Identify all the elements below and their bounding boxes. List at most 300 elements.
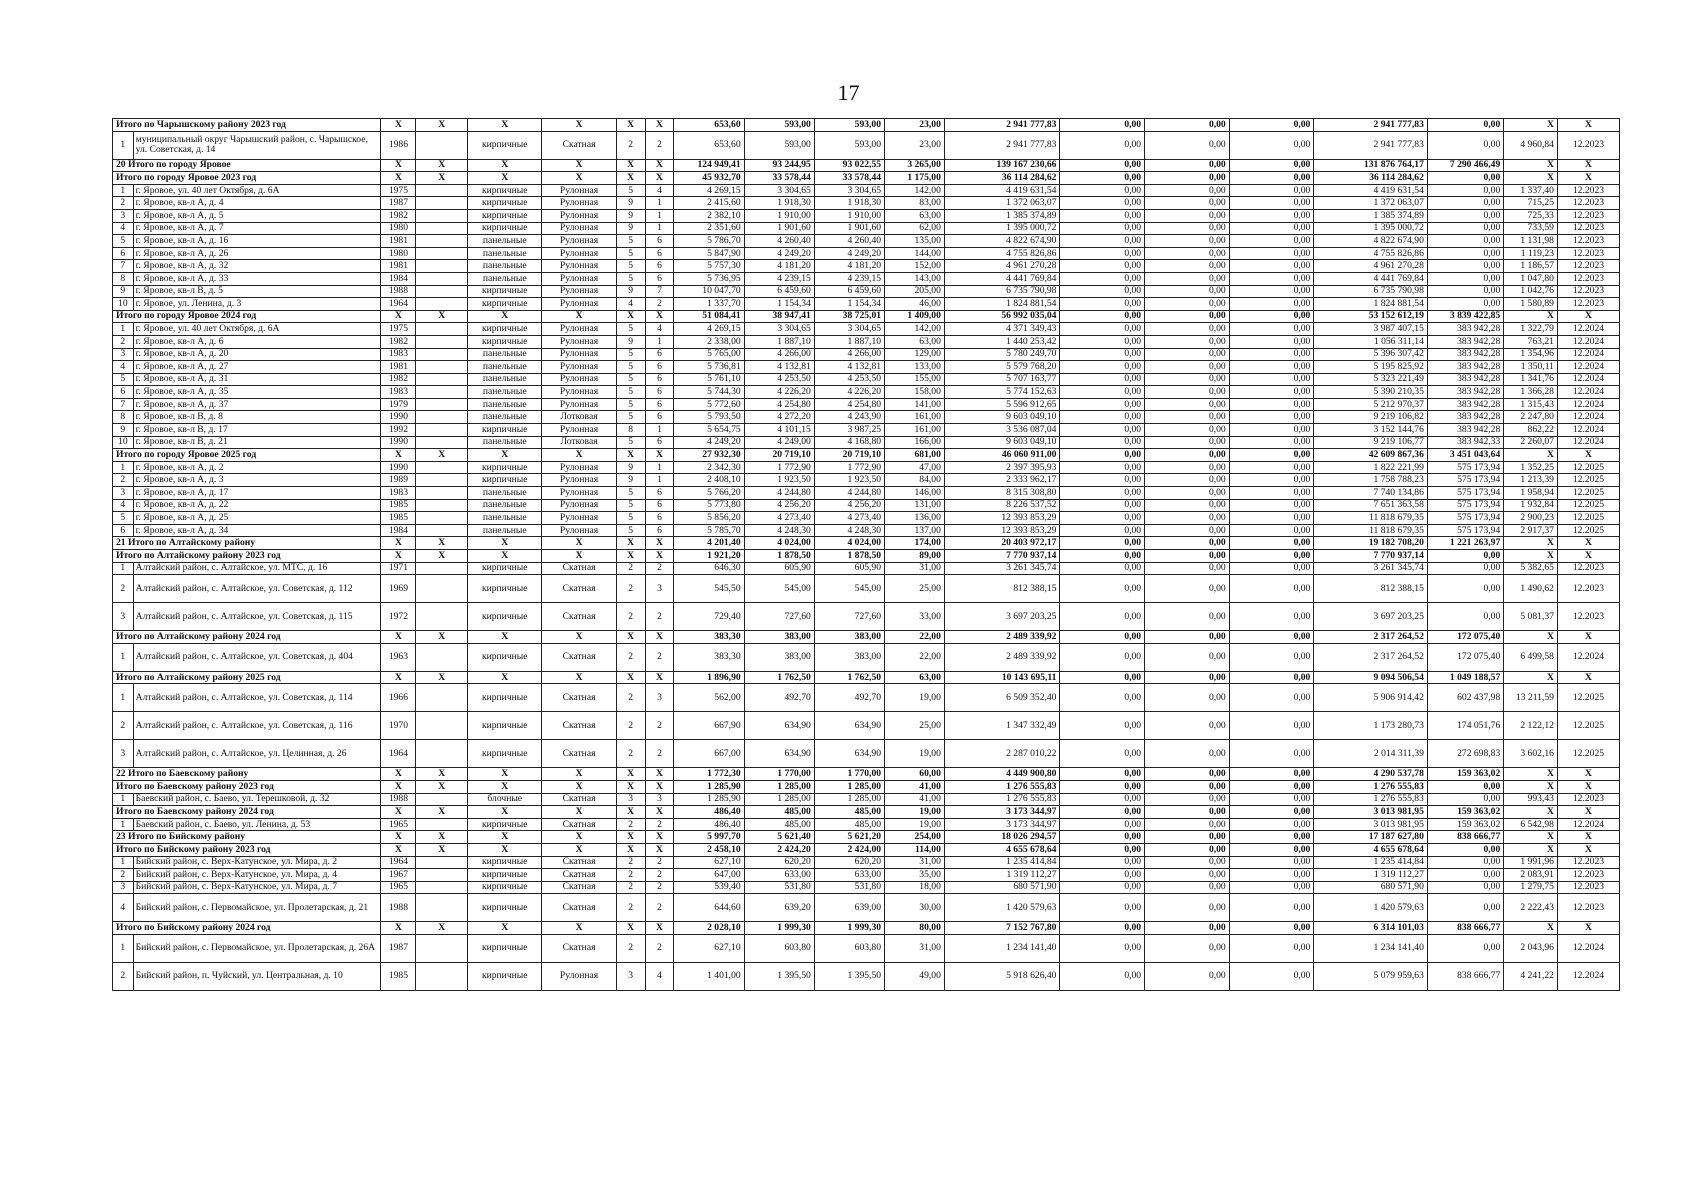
value-cell: 62,00 — [885, 222, 945, 235]
value-cell: Скатная — [542, 869, 616, 882]
value-cell: 1 154,34 — [744, 298, 814, 311]
value-cell: 5 — [616, 512, 645, 525]
value-cell: X — [1557, 768, 1619, 781]
value-cell: 0,00 — [1145, 740, 1230, 768]
value-cell: 1 887,10 — [744, 335, 814, 348]
value-cell: 575 173,94 — [1427, 474, 1503, 487]
value-cell: 7 770 937,14 — [944, 550, 1060, 563]
value-cell: 9 094 506,54 — [1314, 671, 1428, 684]
value-cell: Рулонная — [542, 487, 616, 500]
value-cell: Рулонная — [542, 361, 616, 374]
value-cell — [416, 235, 468, 248]
summary-label: Итого по Баевскому району 2024 год — [113, 806, 381, 819]
value-cell: 1980 — [381, 222, 416, 235]
value-cell: X — [542, 631, 616, 644]
value-cell: Рулонная — [542, 499, 616, 512]
value-cell: 4 822 674,90 — [944, 235, 1060, 248]
value-cell: 12.2023 — [1557, 235, 1619, 248]
value-cell — [416, 474, 468, 487]
value-cell: 0,00 — [1060, 310, 1145, 323]
value-cell: 1 372 063,07 — [1314, 197, 1428, 210]
value-cell: 0,00 — [1427, 562, 1503, 575]
value-cell: 0,00 — [1060, 119, 1145, 132]
value-cell: 2 — [645, 740, 674, 768]
value-cell: Лотковая — [542, 411, 616, 424]
value-cell: 9 603 049,10 — [944, 411, 1060, 424]
value-cell: 12.2024 — [1557, 424, 1619, 437]
value-cell: 1 337,70 — [674, 298, 744, 311]
value-cell: 159 363,02 — [1427, 768, 1503, 781]
value-cell: 0,00 — [1060, 740, 1145, 768]
address-cell: г. Яровое, ул. Ленина, д. 3 — [133, 298, 381, 311]
value-cell: 5 — [616, 184, 645, 197]
address-cell: г. Яровое, кв-л А, д. 6 — [133, 335, 381, 348]
value-cell: X — [381, 172, 416, 185]
value-cell: X — [468, 537, 542, 550]
value-cell: 63,00 — [885, 335, 945, 348]
value-cell: 5 — [616, 361, 645, 374]
address-cell: Бийский район, с. Верх-Катунское, ул. Мира, д. 4 — [133, 869, 381, 882]
value-cell: 1 409,00 — [885, 310, 945, 323]
summary-row — [113, 172, 1620, 185]
summary-row — [113, 631, 1620, 644]
value-cell — [416, 184, 468, 197]
row-number: 10 — [113, 436, 134, 449]
value-cell: Рулонная — [542, 298, 616, 311]
value-cell: 4 269,15 — [674, 323, 744, 336]
value-cell: 539,40 — [674, 881, 744, 894]
value-cell: 0,00 — [1427, 575, 1503, 603]
value-cell: 4 254,80 — [814, 398, 884, 411]
value-cell: X — [1504, 159, 1558, 172]
value-cell: X — [1504, 671, 1558, 684]
value-cell: 545,00 — [744, 575, 814, 603]
value-cell: Рулонная — [542, 461, 616, 474]
value-cell: 4 449 900,80 — [944, 768, 1060, 781]
value-cell: 7 651 363,58 — [1314, 499, 1428, 512]
value-cell: 2 — [645, 712, 674, 740]
value-cell: X — [616, 843, 645, 856]
value-cell — [416, 209, 468, 222]
value-cell: 1 385 374,89 — [944, 209, 1060, 222]
value-cell: 0,00 — [1229, 348, 1314, 361]
value-cell: X — [1557, 780, 1619, 793]
row-number: 4 — [113, 499, 134, 512]
value-cell: 0,00 — [1145, 881, 1230, 894]
address-cell: г. Яровое, кв-л В, д. 17 — [133, 424, 381, 437]
value-cell: кирпичные — [468, 197, 542, 210]
value-cell: 6 — [645, 348, 674, 361]
value-cell: 12.2023 — [1557, 222, 1619, 235]
table-row — [113, 424, 1620, 437]
value-cell: 1990 — [381, 461, 416, 474]
value-cell: 1 401,00 — [674, 962, 744, 990]
value-cell: 0,00 — [1145, 184, 1230, 197]
value-cell: X — [645, 671, 674, 684]
value-cell: 18 026 294,57 — [944, 831, 1060, 844]
address-cell: Бийский район, с. Верх-Катунское, ул. Мира, д. 7 — [133, 881, 381, 894]
value-cell: 18,00 — [885, 881, 945, 894]
value-cell: 1 042,76 — [1504, 285, 1558, 298]
row-number: 8 — [113, 272, 134, 285]
value-cell: 63,00 — [885, 209, 945, 222]
value-cell: 0,00 — [1060, 806, 1145, 819]
value-cell: 383,30 — [674, 643, 744, 671]
value-cell: 727,60 — [814, 603, 884, 631]
value-cell: 0,00 — [1060, 131, 1145, 159]
value-cell: 2 — [616, 684, 645, 712]
value-cell: 593,00 — [744, 131, 814, 159]
value-cell: 838 666,77 — [1427, 922, 1503, 935]
value-cell: 4 371 349,43 — [944, 323, 1060, 336]
value-cell: панельные — [468, 499, 542, 512]
value-cell: 12.2024 — [1557, 373, 1619, 386]
value-cell: X — [1557, 843, 1619, 856]
table-row — [113, 962, 1620, 990]
value-cell: 5 079 959,63 — [1314, 962, 1428, 990]
value-cell: 1 824 881,54 — [1314, 298, 1428, 311]
value-cell: 0,00 — [1060, 603, 1145, 631]
value-cell: кирпичные — [468, 740, 542, 768]
value-cell: 4 168,80 — [814, 436, 884, 449]
value-cell: X — [416, 671, 468, 684]
row-number: 9 — [113, 285, 134, 298]
value-cell: 6 — [645, 361, 674, 374]
value-cell: 1 372 063,07 — [944, 197, 1060, 210]
table-row — [113, 461, 1620, 474]
summary-label: Итого по Алтайскому району 2025 год — [113, 671, 381, 684]
row-number: 6 — [113, 386, 134, 399]
value-cell: Рулонная — [542, 209, 616, 222]
value-cell: 2 — [616, 934, 645, 962]
value-cell: 1 910,00 — [814, 209, 884, 222]
value-cell: 3 013 981,95 — [1314, 818, 1428, 831]
row-number: 2 — [113, 474, 134, 487]
value-cell: X — [1504, 806, 1558, 819]
value-cell — [416, 386, 468, 399]
value-cell: 1988 — [381, 894, 416, 922]
value-cell: 715,25 — [1504, 197, 1558, 210]
value-cell: панельные — [468, 436, 542, 449]
value-cell: 1982 — [381, 335, 416, 348]
value-cell: 12.2023 — [1557, 793, 1619, 806]
address-cell: г. Яровое, ул. 40 лет Октября, д. 6А — [133, 184, 381, 197]
value-cell: 0,00 — [1427, 119, 1503, 132]
value-cell: 1 234 141,40 — [944, 934, 1060, 962]
value-cell: 9 — [616, 222, 645, 235]
value-cell: X — [416, 831, 468, 844]
value-cell: 12.2025 — [1557, 474, 1619, 487]
value-cell: 1986 — [381, 131, 416, 159]
value-cell — [416, 323, 468, 336]
value-cell: 0,00 — [1229, 684, 1314, 712]
value-cell: 5 — [616, 398, 645, 411]
value-cell: 4 226,20 — [814, 386, 884, 399]
table-row — [113, 323, 1620, 336]
value-cell: 2 122,12 — [1504, 712, 1558, 740]
value-cell: Рулонная — [542, 285, 616, 298]
value-cell: 1 047,80 — [1504, 272, 1558, 285]
value-cell: 993,43 — [1504, 793, 1558, 806]
value-cell: 1 772,90 — [744, 461, 814, 474]
value-cell: 3 697 203,25 — [944, 603, 1060, 631]
value-cell: 1985 — [381, 962, 416, 990]
value-cell: 492,70 — [744, 684, 814, 712]
value-cell: X — [1504, 631, 1558, 644]
table-row — [113, 603, 1620, 631]
value-cell: 9 219 106,82 — [1314, 411, 1428, 424]
value-cell: 4 181,20 — [814, 260, 884, 273]
value-cell: 1982 — [381, 209, 416, 222]
value-cell: 3 451 043,64 — [1427, 449, 1503, 462]
value-cell: 1 341,76 — [1504, 373, 1558, 386]
address-cell: г. Яровое, кв-л А, д. 3 — [133, 474, 381, 487]
summary-row — [113, 537, 1620, 550]
address-cell: г. Яровое, кв-л А, д. 2 — [133, 461, 381, 474]
value-cell: X — [542, 550, 616, 563]
value-cell: 1 279,75 — [1504, 881, 1558, 894]
value-cell: X — [468, 768, 542, 781]
value-cell: 647,00 — [674, 869, 744, 882]
value-cell: кирпичные — [468, 962, 542, 990]
value-cell: 12.2023 — [1557, 894, 1619, 922]
value-cell: 0,00 — [1060, 499, 1145, 512]
row-number: 4 — [113, 222, 134, 235]
value-cell: 5 757,30 — [674, 260, 744, 273]
table-row — [113, 222, 1620, 235]
value-cell: 93 244,95 — [744, 159, 814, 172]
value-cell: 2 317 264,52 — [1314, 643, 1428, 671]
value-cell: 1 276 555,83 — [1314, 793, 1428, 806]
value-cell: 12.2024 — [1557, 436, 1619, 449]
value-cell: X — [381, 922, 416, 935]
value-cell: 667,90 — [674, 712, 744, 740]
value-cell: X — [645, 631, 674, 644]
value-cell: 4 249,00 — [744, 436, 814, 449]
value-cell: 1 315,43 — [1504, 398, 1558, 411]
value-cell: 603,80 — [814, 934, 884, 962]
value-cell: X — [542, 843, 616, 856]
value-cell: 531,80 — [814, 881, 884, 894]
value-cell: 2 — [616, 818, 645, 831]
value-cell: 47,00 — [885, 461, 945, 474]
value-cell: Скатная — [542, 894, 616, 922]
value-cell: кирпичные — [468, 869, 542, 882]
value-cell: 2 — [616, 856, 645, 869]
value-cell: 5 596 912,65 — [944, 398, 1060, 411]
value-cell: 1989 — [381, 474, 416, 487]
address-cell: муниципальный округ Чарышский район, с. Чарышское, ул. Советская, д. 14 — [133, 131, 381, 159]
summary-label: 23 Итого по Бийскому району — [113, 831, 381, 844]
row-number: 5 — [113, 512, 134, 525]
value-cell: панельные — [468, 272, 542, 285]
value-cell: 1 901,60 — [744, 222, 814, 235]
value-cell: 1 337,40 — [1504, 184, 1558, 197]
address-cell: г. Яровое, кв-л А, д. 35 — [133, 386, 381, 399]
value-cell: Рулонная — [542, 197, 616, 210]
value-cell: 605,90 — [744, 562, 814, 575]
value-cell: 4 655 678,64 — [944, 843, 1060, 856]
address-cell: г. Яровое, кв-л А, д. 31 — [133, 373, 381, 386]
address-cell: г. Яровое, кв-л А, д. 4 — [133, 197, 381, 210]
value-cell: панельные — [468, 512, 542, 525]
value-cell: X — [616, 172, 645, 185]
value-cell: 5 906 914,42 — [1314, 684, 1428, 712]
value-cell: 12.2025 — [1557, 524, 1619, 537]
value-cell: 667,00 — [674, 740, 744, 768]
table-row — [113, 209, 1620, 222]
value-cell: 733,59 — [1504, 222, 1558, 235]
value-cell: 0,00 — [1060, 474, 1145, 487]
value-cell: 0,00 — [1060, 222, 1145, 235]
value-cell: 12.2024 — [1557, 818, 1619, 831]
value-cell: X — [542, 172, 616, 185]
value-cell: 1 — [645, 474, 674, 487]
value-cell: 0,00 — [1060, 550, 1145, 563]
value-cell: 2 — [616, 575, 645, 603]
value-cell: 4 241,22 — [1504, 962, 1558, 990]
value-cell: 4 441 769,84 — [1314, 272, 1428, 285]
value-cell: 0,00 — [1229, 962, 1314, 990]
value-cell — [416, 487, 468, 500]
value-cell: X — [542, 449, 616, 462]
value-cell: X — [645, 537, 674, 550]
value-cell: 383,00 — [744, 643, 814, 671]
value-cell: кирпичные — [468, 818, 542, 831]
value-cell — [416, 348, 468, 361]
value-cell: 1984 — [381, 272, 416, 285]
value-cell: 0,00 — [1229, 881, 1314, 894]
value-cell: 142,00 — [885, 184, 945, 197]
value-cell: 38 947,41 — [744, 310, 814, 323]
value-cell: 5 — [616, 524, 645, 537]
value-cell: 5 — [616, 323, 645, 336]
value-cell: 5 323 221,49 — [1314, 373, 1428, 386]
value-cell: 159 363,02 — [1427, 806, 1503, 819]
value-cell: 383 942,28 — [1427, 386, 1503, 399]
value-cell: 2 — [616, 740, 645, 768]
value-cell: 1 762,50 — [814, 671, 884, 684]
value-cell: 205,00 — [885, 285, 945, 298]
value-cell: 0,00 — [1145, 348, 1230, 361]
page-number: 17 — [837, 80, 860, 105]
value-cell — [416, 512, 468, 525]
value-cell: 5 390 210,35 — [1314, 386, 1428, 399]
value-cell: 383 942,28 — [1427, 335, 1503, 348]
table-row — [113, 436, 1620, 449]
value-cell: 4 961 270,28 — [944, 260, 1060, 273]
value-cell: 4 239,15 — [744, 272, 814, 285]
value-cell: 4 290 537,78 — [1314, 768, 1428, 781]
row-number: 4 — [113, 361, 134, 374]
value-cell: 1981 — [381, 361, 416, 374]
value-cell: 23,00 — [885, 131, 945, 159]
value-cell: 531,80 — [744, 881, 814, 894]
value-cell: 0,00 — [1427, 550, 1503, 563]
value-cell: X — [542, 922, 616, 935]
value-cell: кирпичные — [468, 603, 542, 631]
value-cell: 1 490,62 — [1504, 575, 1558, 603]
value-cell: 0,00 — [1229, 131, 1314, 159]
summary-row — [113, 780, 1620, 793]
summary-row — [113, 843, 1620, 856]
value-cell: X — [468, 631, 542, 644]
summary-row — [113, 449, 1620, 462]
value-cell: 2 — [616, 562, 645, 575]
value-cell — [416, 684, 468, 712]
value-cell: 1975 — [381, 184, 416, 197]
value-cell: 4 260,40 — [744, 235, 814, 248]
value-cell — [416, 461, 468, 474]
value-cell: 1964 — [381, 856, 416, 869]
value-cell: 2 415,60 — [674, 197, 744, 210]
value-cell: 0,00 — [1060, 361, 1145, 374]
value-cell: 0,00 — [1060, 894, 1145, 922]
value-cell: X — [468, 172, 542, 185]
value-cell: 6 314 101,03 — [1314, 922, 1428, 935]
value-cell: 0,00 — [1229, 512, 1314, 525]
summary-row — [113, 671, 1620, 684]
value-cell: X — [1504, 922, 1558, 935]
table-row — [113, 235, 1620, 248]
value-cell: 5 707 163,77 — [944, 373, 1060, 386]
value-cell: 1984 — [381, 524, 416, 537]
value-cell: 0,00 — [1427, 184, 1503, 197]
value-cell: 2 338,00 — [674, 335, 744, 348]
value-cell: блочные — [468, 793, 542, 806]
row-number: 1 — [113, 562, 134, 575]
value-cell: 383 942,28 — [1427, 361, 1503, 374]
value-cell: 141,00 — [885, 398, 945, 411]
value-cell: 0,00 — [1229, 843, 1314, 856]
value-cell: 0,00 — [1060, 335, 1145, 348]
value-cell: 0,00 — [1229, 894, 1314, 922]
value-cell: 6 — [645, 373, 674, 386]
value-cell: 0,00 — [1427, 260, 1503, 273]
table-row — [113, 894, 1620, 922]
value-cell: 5 — [616, 247, 645, 260]
value-cell: 6 499,58 — [1504, 643, 1558, 671]
value-cell: 6 — [645, 247, 674, 260]
value-cell: 5 772,60 — [674, 398, 744, 411]
value-cell: X — [1557, 537, 1619, 550]
value-cell: 0,00 — [1427, 235, 1503, 248]
value-cell: 0,00 — [1060, 712, 1145, 740]
value-cell: 0,00 — [1145, 272, 1230, 285]
value-cell: 6 — [645, 260, 674, 273]
value-cell: 1 173 280,73 — [1314, 712, 1428, 740]
value-cell: 8 315 308,80 — [944, 487, 1060, 500]
value-cell: Рулонная — [542, 373, 616, 386]
value-cell: 0,00 — [1060, 780, 1145, 793]
value-cell: 1 — [645, 335, 674, 348]
value-cell: 5 780 249,70 — [944, 348, 1060, 361]
value-cell: 136,00 — [885, 512, 945, 525]
value-cell: 485,00 — [744, 806, 814, 819]
value-cell: 1 923,50 — [814, 474, 884, 487]
value-cell: 383,30 — [674, 631, 744, 644]
value-cell: 8 — [616, 424, 645, 437]
value-cell: 2 — [616, 643, 645, 671]
value-cell: кирпичные — [468, 184, 542, 197]
value-cell: 36 114 284,62 — [1314, 172, 1428, 185]
value-cell: кирпичные — [468, 335, 542, 348]
value-cell: кирпичные — [468, 285, 542, 298]
value-cell: кирпичные — [468, 222, 542, 235]
value-cell: 5 856,20 — [674, 512, 744, 525]
value-cell: 3 — [645, 575, 674, 603]
value-cell: 4 260,40 — [814, 235, 884, 248]
